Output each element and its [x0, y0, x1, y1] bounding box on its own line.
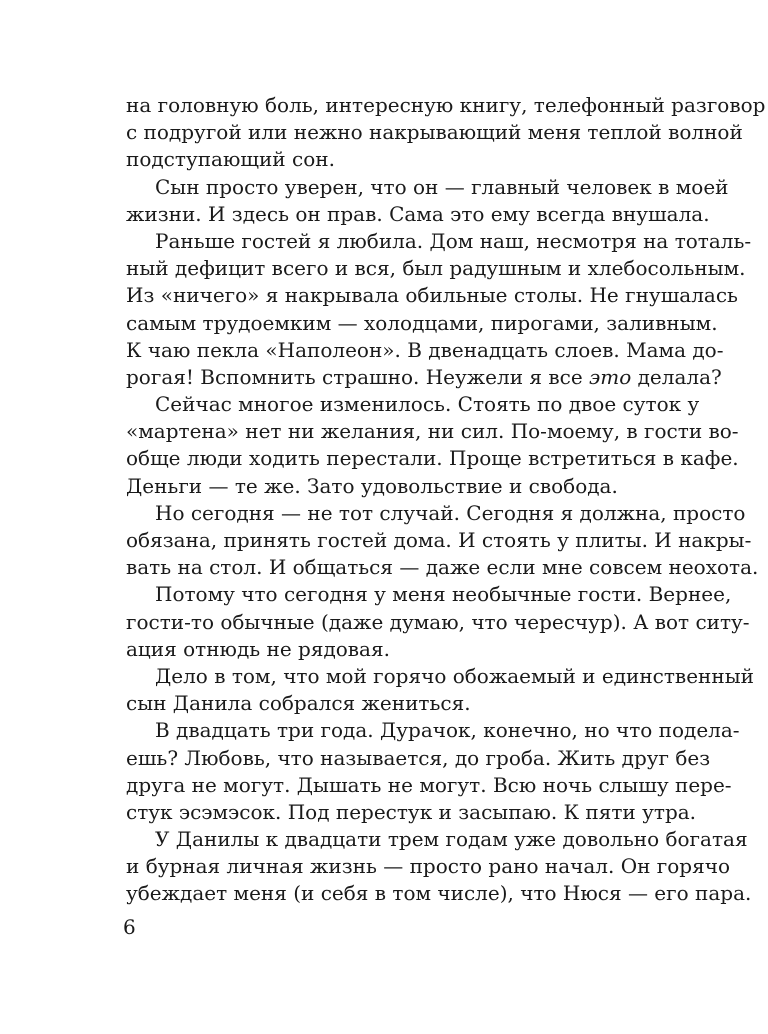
text-line: на головную боль, интересную книгу, телефонный разговор	[126, 93, 766, 117]
text-line: Деньги — те же. Зато удовольствие и свобода.	[126, 473, 618, 498]
text-line: обще люди ходить перестали. Проще встретиться в кафе.	[126, 446, 739, 471]
text-line: У Данилы к двадцати трем годам уже довольно богатая	[155, 827, 748, 852]
text-line: гости-то обычные (даже думаю, что чересчур). А вот ситу-	[126, 609, 750, 634]
text-line: друга не могут. Дышать не могут. Всю ночь слышу пере-	[126, 772, 732, 797]
text-line: «мартена» нет ни желания, ни сил. По-моему, в гости во-	[126, 419, 739, 444]
text-line: убеждает меня (и себя в том числе), что Нюся — его пара.	[126, 881, 752, 906]
text-line: вать на стол. И общаться — даже если мне совсем неохота.	[126, 555, 759, 580]
text-line: ешь? Любовь, что называется, до гроба. Жить друг без	[126, 745, 711, 770]
text-line: обязана, принять гостей дома. И стоять у плиты. И накры-	[126, 528, 752, 552]
body-text	[126, 92, 766, 908]
text-line: и бурная личная жизнь — просто рано начал. Он горячо	[126, 854, 730, 879]
text-line: с подругой или нежно накрывающий меня теплой волной	[126, 120, 743, 145]
text-line: подступающий сон.	[126, 147, 335, 172]
text-line: ация отнюдь не рядовая.	[126, 636, 390, 661]
emphasized-word: это	[589, 364, 632, 389]
text-line: Сейчас многое изменилось. Стоять по двое суток у	[155, 392, 700, 417]
text-line: стук эсэмэсок. Под перестук и засыпаю. К пяти утра.	[126, 799, 697, 824]
text-line: самым трудоемким — холодцами, пирогами, заливным.	[126, 310, 718, 335]
text-line: жизни. И здесь он прав. Сама это ему всегда внушала.	[126, 201, 710, 226]
text-line: К чаю пекла «Наполеон». В двенадцать слоев. Мама до-	[126, 337, 724, 362]
text-segment: делала?	[631, 364, 722, 389]
text-line: В двадцать три года. Дурачок, конечно, но что подела-	[155, 718, 740, 743]
text-line: Сын просто уверен, что он — главный человек в моей	[155, 174, 729, 199]
text-line: Дело в том, что мой горячо обожаемый и единственный	[155, 663, 754, 688]
text-line	[126, 364, 722, 391]
text-line: Из «ничего» я накрывала обильные столы. Не гнушалась	[126, 283, 738, 308]
text-line: Раньше гостей я любила. Дом наш, несмотря на тоталь-	[155, 228, 752, 253]
text-line: сын Данила собрался жениться.	[126, 691, 471, 716]
text-line: ный дефицит всего и вся, был радушным и хлебосольным.	[126, 256, 746, 281]
text-segment: рогая! Вспомнить страшно. Неужели я все	[126, 364, 590, 389]
text-line: Потому что сегодня у меня необычные гости. Вернее,	[155, 582, 732, 607]
page-number: 6	[123, 915, 136, 939]
text-line: Но сегодня — не тот случай. Сегодня я должна, просто	[155, 500, 746, 525]
